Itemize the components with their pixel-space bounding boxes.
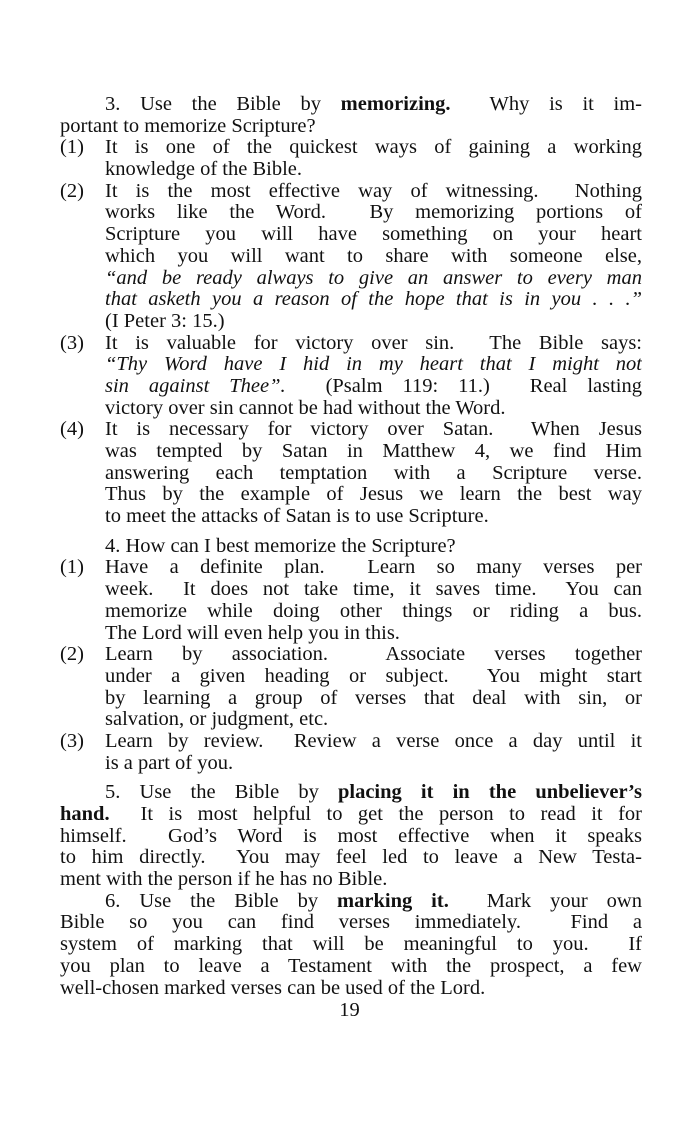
text: The Lord will even help you in this.: [105, 622, 400, 644]
text: (Psalm 119: 11.) Real lasting: [285, 375, 642, 397]
text: It is the most effective way of witnessing. Nothing: [105, 180, 642, 202]
text: you plan to leave a Testament with the prospect, a few: [60, 955, 642, 977]
text: 4. How can I best memorize the Scripture?: [105, 535, 456, 557]
text: Scripture you will have something on your heart: [105, 224, 642, 246]
bold-text: memorizing.: [340, 94, 451, 115]
text: is a part of you.: [105, 752, 234, 774]
text-line: [60, 956, 642, 978]
text-line: [60, 419, 642, 441]
item-number: (2): [60, 643, 84, 666]
text: 6. Use the Bible by: [105, 890, 338, 912]
text: Have a definite plan. Learn so many verses per: [105, 557, 642, 579]
text-line: [60, 398, 642, 420]
text: himself. God’s Word is most effective when it speaks: [60, 825, 642, 847]
text: by learning a group of verses that deal with sin, or: [105, 687, 642, 709]
text: It is valuable for victory over sin. The Bible says:: [105, 332, 642, 354]
text-line: [60, 666, 642, 688]
text-line: [60, 202, 642, 224]
text: works like the Word. By memorizing portions of: [105, 202, 642, 224]
text-line: [60, 289, 642, 311]
text-line: [60, 688, 642, 710]
list-item: [60, 333, 642, 420]
text-line: [60, 224, 642, 246]
text: It is necessary for victory over Satan. When Jesus: [105, 419, 642, 441]
text: system of marking that will be meaningful to you. If: [60, 934, 642, 956]
text: salvation, or judgment, etc.: [105, 709, 329, 731]
text-line: [60, 354, 642, 376]
text: It is most helpful to get the person to read it for: [109, 804, 642, 825]
text: which you will want to share with someone else,: [105, 245, 642, 267]
item-number: (3): [60, 729, 84, 752]
text: Learn by review. Review a verse once a day until it: [105, 730, 642, 752]
item-number: (2): [60, 179, 84, 202]
paragraph: [60, 782, 642, 890]
text-line: [60, 753, 642, 775]
text-line: [60, 934, 642, 956]
page-body: [60, 94, 642, 999]
text: week. It does not take time, it saves time. You can: [105, 579, 642, 601]
text: It is one of the quickest ways of gaining a working: [105, 137, 642, 159]
text-line: [60, 623, 642, 645]
text-line: [60, 137, 642, 159]
text-line: [60, 376, 642, 398]
item-number: (1): [60, 136, 84, 159]
text-line: [60, 484, 642, 506]
text-line: [60, 557, 642, 579]
text: Bible so you can find verses immediately. Find a: [60, 912, 642, 934]
text-line: [60, 731, 642, 753]
text: 3. Use the Bible by: [105, 94, 341, 115]
text: to meet the attacks of Satan is to use Scripture.: [105, 506, 489, 528]
text: Mark your own: [448, 890, 642, 912]
text-line: [60, 441, 642, 463]
text-line: [60, 246, 642, 268]
text-line: [60, 601, 642, 623]
text-line: [60, 804, 642, 826]
text-line: [60, 978, 642, 1000]
paragraph: [60, 891, 642, 999]
page-number: 19: [339, 999, 360, 1021]
item-number: (1): [60, 556, 84, 579]
paragraph: [60, 94, 642, 137]
text: 5. Use the Bible by: [105, 782, 338, 804]
text-line: [60, 116, 642, 138]
item-number: (4): [60, 418, 84, 441]
text: was tempted by Satan in Matthew 4, we find Him: [105, 441, 642, 462]
text: (I Peter 3: 15.): [105, 310, 225, 332]
italic-quote: sin against Thee”.: [105, 375, 286, 397]
text: Learn by association. Associate verses together: [105, 644, 642, 666]
text-line: [60, 506, 642, 528]
text: ment with the person if he has no Bible.: [60, 869, 388, 891]
text-line: [60, 268, 642, 290]
list-item: [60, 557, 642, 644]
text-line: [60, 181, 642, 203]
text-line: [60, 869, 642, 891]
text: Thus by the example of Jesus we learn the best way: [105, 484, 642, 506]
list-item: [60, 419, 642, 527]
text: knowledge of the Bible.: [105, 159, 302, 181]
list-item: [60, 181, 642, 333]
italic-quote: “Thy Word have I hid in my heart that I might not: [105, 354, 642, 376]
paragraph: [60, 536, 642, 558]
text-line: [60, 311, 642, 333]
text: portant to memorize Scripture?: [60, 115, 316, 137]
text: memorize while doing other things or riding a bus.: [105, 600, 642, 622]
text-line: [60, 709, 642, 731]
item-number: (3): [60, 331, 84, 354]
text-line: [60, 912, 642, 934]
text-line: [60, 159, 642, 181]
text-line: [60, 644, 642, 666]
text-line: [60, 847, 642, 869]
text: to him directly. You may feel led to leave a New Testa-: [60, 847, 642, 869]
text-line: [60, 536, 642, 558]
text: well-chosen marked verses can be used of the Lord.: [60, 977, 486, 999]
text-line: [60, 463, 642, 485]
list-item: [60, 644, 642, 731]
text: Why is it im-: [450, 94, 642, 115]
bold-text: marking it.: [337, 890, 449, 912]
text: answering each temptation with a Scripture verse.: [105, 462, 642, 484]
italic-quote: that asketh you a reason of the hope that is in you . . .”: [105, 289, 642, 311]
text-line: [60, 782, 642, 804]
text-line: [60, 94, 642, 116]
text-line: [60, 579, 642, 601]
italic-quote: “and be ready always to give an answer to every man: [105, 267, 642, 289]
text: victory over sin cannot be had without the Word.: [105, 397, 506, 419]
text-line: [60, 826, 642, 848]
list-item: [60, 731, 642, 774]
text: under a given heading or subject. You might start: [105, 665, 642, 687]
text-line: [60, 333, 642, 355]
bold-text: placing it in the unbeliever’s: [337, 782, 642, 804]
bold-text: hand.: [60, 804, 110, 825]
list-item: [60, 137, 642, 180]
text-line: [60, 891, 642, 913]
